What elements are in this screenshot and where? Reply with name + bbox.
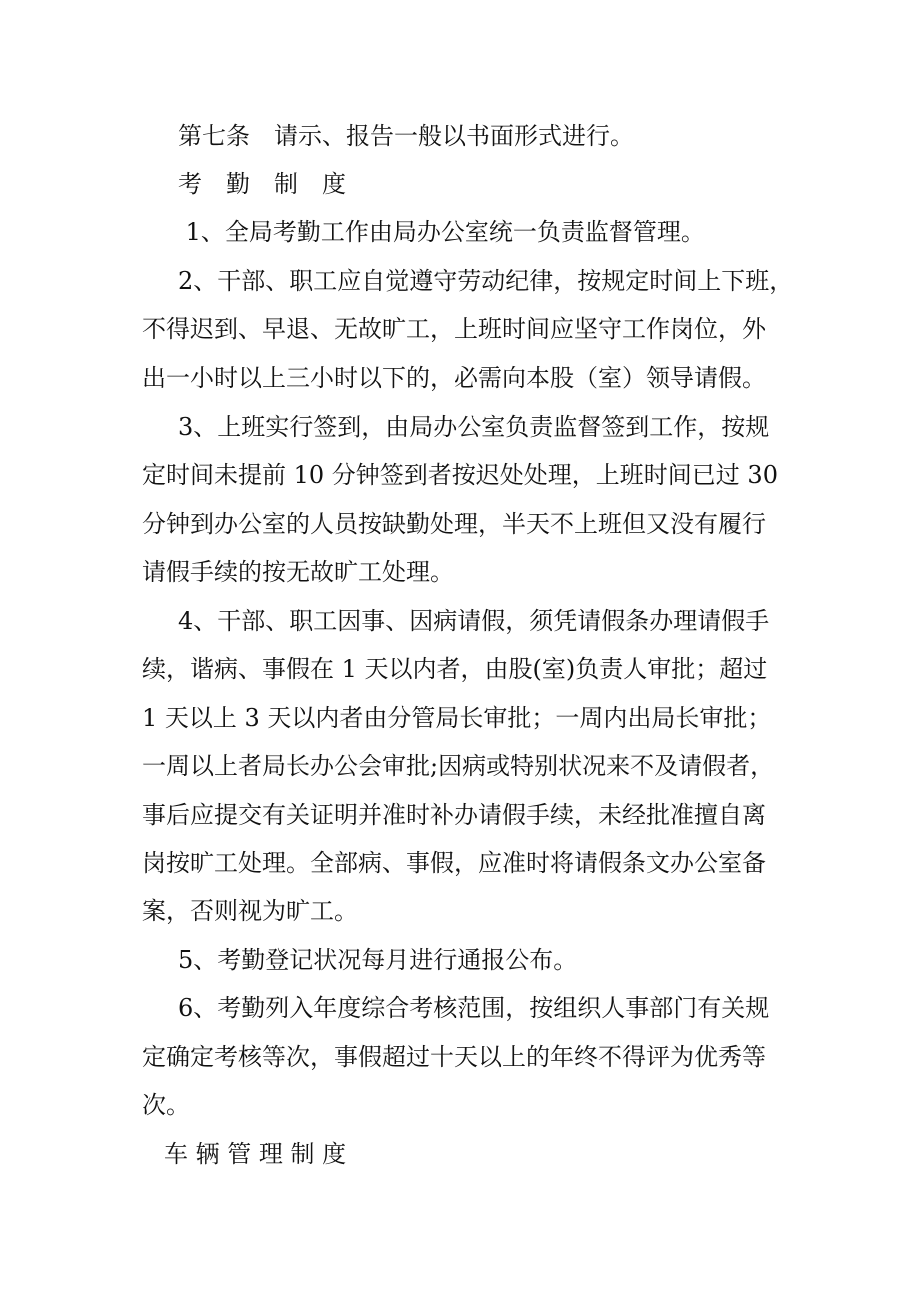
article-seven-line: 第七条 请示、报告一般以书面形式进行。 bbox=[178, 122, 634, 150]
paragraph-line: 事后应提交有关证明并准时补办请假手续，未经批准擅自离 bbox=[142, 801, 766, 829]
paragraph-line: 出一小时以上三小时以下的，必需向本股（室）领导请假。 bbox=[142, 364, 766, 392]
paragraph-line: 不得迟到、早退、无故旷工，上班时间应坚守工作岗位，外 bbox=[142, 315, 766, 343]
paragraph-line: 次。 bbox=[142, 1091, 190, 1119]
vehicle-management-heading: 车 辆 管 理 制 度 bbox=[164, 1140, 347, 1168]
paragraph-line: 4、干部、职工因事、因病请假，须凭请假条办理请假手 bbox=[178, 607, 770, 635]
paragraph-line: 分钟到办公室的人员按缺勤处理，半天不上班但又没有履行 bbox=[142, 510, 766, 538]
paragraph-line: 2、干部、职工应自觉遵守劳动纪律，按规定时间上下班， bbox=[178, 267, 794, 295]
paragraph-line: 1、全局考勤工作由局办公室统一负责监督管理。 bbox=[178, 218, 705, 246]
paragraph-line: 1 天以上 3 天以内者由分管局长审批；一周内出局长审批； bbox=[142, 704, 772, 732]
paragraph-line: 3、上班实行签到，由局办公室负责监督签到工作，按规 bbox=[178, 413, 770, 441]
paragraph-line: 5、考勤登记状况每月进行通报公布。 bbox=[178, 946, 578, 974]
paragraph-line: 请假手续的按无故旷工处理。 bbox=[142, 558, 454, 586]
paragraph-line: 一周以上者局长办公会审批;因病或特别状况来不及请假者， bbox=[142, 752, 775, 780]
paragraph-line: 续，谐病、事假在 1 天以内者，由股(室)负责人审批；超过 bbox=[142, 655, 768, 683]
attendance-heading: 考 勤 制 度 bbox=[178, 170, 346, 198]
paragraph-line: 定确定考核等次，事假超过十天以上的年终不得评为优秀等 bbox=[142, 1043, 766, 1071]
paragraph-line: 案，否则视为旷工。 bbox=[142, 897, 358, 925]
paragraph-line: 岗按旷工处理。全部病、事假，应准时将请假条文办公室备 bbox=[142, 849, 766, 877]
paragraph-line: 6、考勤列入年度综合考核范围，按组织人事部门有关规 bbox=[178, 994, 770, 1022]
paragraph-line: 定时间未提前 10 分钟签到者按迟处处理，上班时间已过 30 bbox=[142, 461, 778, 489]
